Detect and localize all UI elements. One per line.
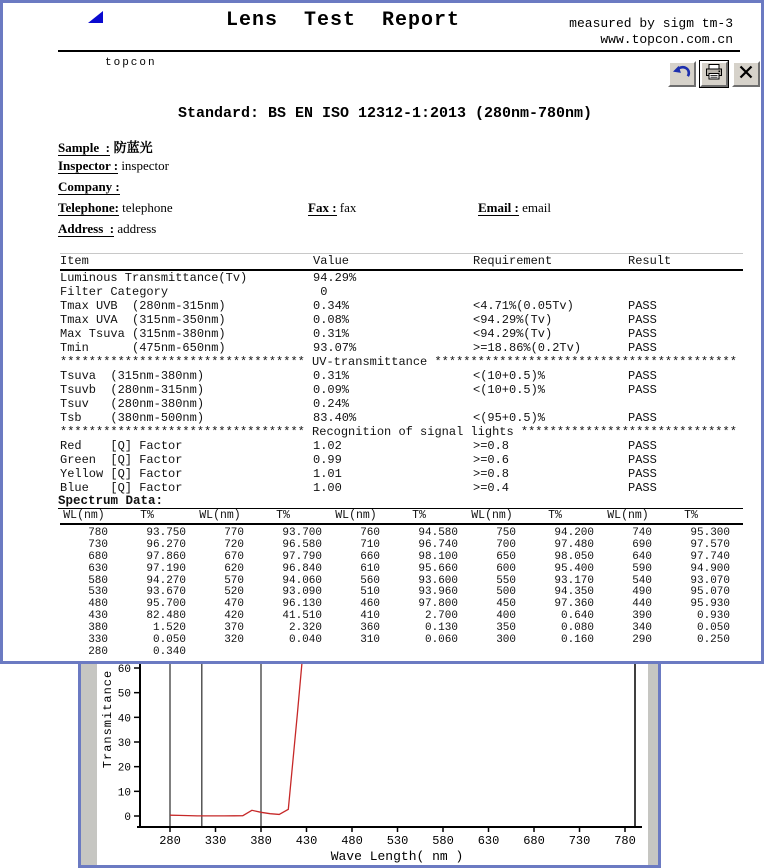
svg-text:680: 680 — [523, 834, 545, 848]
wl-cell: 480 — [88, 598, 108, 611]
table-row — [60, 299, 743, 313]
wl-cell: 610 — [360, 562, 380, 575]
spectrum-col-header: T% — [140, 509, 154, 522]
cell-result: PASS — [628, 439, 657, 453]
wl-cell — [604, 647, 652, 659]
wl-cell: 420 — [224, 610, 244, 623]
fax-value: fax — [336, 200, 357, 215]
cell-value: 0.34% — [313, 299, 350, 313]
cell-result — [628, 397, 743, 411]
t-cell: 93.170 — [554, 574, 594, 587]
email-label: Email : — [478, 200, 519, 215]
wl-cell: 380 — [88, 622, 108, 635]
wl-cell: 440 — [632, 598, 652, 611]
spectrum-col-header: WL(nm) — [63, 509, 105, 522]
cell-result: PASS — [628, 299, 657, 313]
cell-item: Tsuvb (280nm-315nm) — [60, 383, 205, 397]
svg-text:40: 40 — [117, 713, 131, 726]
printer-icon — [704, 63, 724, 86]
cell-req: <(10+0.5)% — [473, 369, 546, 383]
t-cell — [652, 647, 730, 659]
wl-cell — [468, 647, 516, 659]
wl-cell: 750 — [496, 527, 516, 539]
wl-cell: 310 — [360, 634, 380, 647]
wl-cell: 690 — [632, 538, 652, 551]
wl-cell: 500 — [496, 586, 516, 599]
t-cell: 82.480 — [146, 610, 186, 623]
results-table — [60, 253, 743, 495]
t-cell: 94.200 — [554, 527, 594, 539]
cell-value: 0.09% — [313, 383, 350, 397]
t-cell: 94.900 — [690, 562, 730, 575]
cell-result: PASS — [628, 341, 657, 355]
t-cell — [380, 647, 458, 659]
cell-item: Red [Q] Factor — [60, 439, 183, 453]
wl-cell: 730 — [88, 538, 108, 551]
measured-by-text: measured by sigm tm-3 — [569, 16, 733, 31]
t-cell: 0.640 — [560, 610, 594, 623]
spectrum-col-header: T% — [684, 509, 698, 522]
table-row — [60, 271, 743, 285]
wl-cell: 340 — [632, 622, 652, 635]
wl-cell: 760 — [360, 527, 380, 539]
t-cell: 97.790 — [282, 550, 322, 563]
spectrum-col-header: WL(nm) — [607, 509, 649, 522]
website-text: www.topcon.com.cn — [600, 32, 733, 47]
wl-cell: 430 — [88, 610, 108, 623]
spectrum-col-header: T% — [276, 509, 290, 522]
wl-cell: 280 — [88, 645, 108, 658]
inspector-value: inspector — [118, 158, 169, 173]
col-header-requirement: Requirement — [473, 254, 553, 268]
t-cell: 95.070 — [690, 586, 730, 599]
wl-cell: 360 — [360, 622, 380, 635]
cell-result: PASS — [628, 327, 657, 341]
cell-req: >=18.86%(0.2Tv) — [473, 341, 582, 355]
wl-cell: 450 — [496, 598, 516, 611]
t-cell: 1.520 — [152, 622, 186, 635]
wl-cell: 400 — [496, 610, 516, 623]
telephone-label: Telephone: — [58, 200, 119, 215]
page-title: Lens Test Report — [225, 9, 461, 32]
wl-cell: 520 — [224, 586, 244, 599]
cell-result: PASS — [628, 411, 657, 425]
t-cell: 96.130 — [282, 598, 322, 611]
wl-cell: 570 — [224, 574, 244, 587]
t-cell: 96.740 — [418, 538, 458, 551]
cell-value: 93.07% — [313, 341, 357, 355]
cell-req: >=0.8 — [473, 439, 510, 453]
wl-cell: 300 — [496, 634, 516, 647]
sample-label: Sample : — [58, 140, 110, 155]
fax-label: Fax : — [308, 200, 337, 215]
t-cell: 0.080 — [560, 622, 594, 635]
wl-cell: 350 — [496, 622, 516, 635]
cell-value: 0 — [313, 285, 328, 299]
table-row — [60, 411, 743, 425]
t-cell: 94.350 — [554, 586, 594, 599]
undo-button[interactable] — [668, 61, 696, 87]
wl-cell: 630 — [88, 562, 108, 575]
wl-cell: 650 — [496, 550, 516, 563]
t-cell: 41.510 — [282, 610, 322, 623]
spectrum-table-header — [60, 509, 743, 523]
t-cell: 95.930 — [690, 598, 730, 611]
measured-by-block — [569, 16, 733, 48]
cell-req: >=0.8 — [473, 467, 510, 481]
cell-item: Blue [Q] Factor — [60, 481, 183, 495]
wl-cell: 590 — [632, 562, 652, 575]
cell-item: Tmax UVB (280nm-315nm) — [60, 299, 226, 313]
cell-value: 0.08% — [313, 313, 350, 327]
wl-cell: 390 — [632, 610, 652, 623]
wl-cell: 490 — [632, 586, 652, 599]
table-row — [60, 369, 743, 383]
wl-cell: 470 — [224, 598, 244, 611]
spectrum-row — [60, 564, 743, 576]
cell-result: PASS — [628, 369, 657, 383]
cell-item: Luminous Transmittance(Tv) — [60, 271, 248, 285]
svg-text:730: 730 — [568, 834, 591, 848]
t-cell: 0.340 — [152, 645, 186, 658]
table-row — [60, 397, 743, 411]
t-cell: 0.060 — [424, 634, 458, 647]
close-icon — [738, 64, 754, 85]
table-row — [60, 481, 743, 495]
svg-text:0: 0 — [124, 812, 131, 824]
undo-icon — [672, 63, 692, 86]
t-cell: 97.360 — [554, 598, 594, 611]
cell-item: Tsuva (315nm-380nm) — [60, 369, 205, 383]
svg-text:330: 330 — [204, 834, 227, 848]
spectrum-chart-window — [78, 658, 661, 868]
t-cell: 0.050 — [696, 622, 730, 635]
cell-item: Tsuv (280nm-380nm) — [60, 397, 205, 411]
header-divider — [58, 50, 740, 52]
cell-value: 0.31% — [313, 369, 350, 383]
t-cell: 96.580 — [282, 538, 322, 551]
cell-result: PASS — [628, 453, 657, 467]
t-cell: 94.270 — [146, 574, 186, 587]
wl-cell: 530 — [88, 586, 108, 599]
wl-cell: 640 — [632, 550, 652, 563]
cell-result: PASS — [628, 383, 657, 397]
t-cell: 93.750 — [146, 527, 186, 539]
svg-text:530: 530 — [386, 834, 409, 848]
t-cell: 97.480 — [554, 538, 594, 551]
wl-cell: 710 — [360, 538, 380, 551]
t-cell: 96.270 — [146, 538, 186, 551]
table-row — [60, 453, 743, 467]
spectrum-col-header: WL(nm) — [471, 509, 513, 522]
table-row — [60, 383, 743, 397]
cell-req: <4.71%(0.05Tv) — [473, 299, 574, 313]
spectrum-chart — [97, 661, 648, 865]
svg-text:480: 480 — [341, 834, 363, 848]
spectrum-row — [60, 540, 743, 552]
cell-req: >=0.4 — [473, 481, 510, 495]
inspector-label: Inspector : — [58, 158, 119, 173]
t-cell: 0.040 — [288, 634, 322, 647]
cell-value: 1.02 — [313, 439, 342, 453]
cell-result: PASS — [628, 467, 657, 481]
wl-cell: 540 — [632, 574, 652, 587]
table-row — [60, 439, 743, 453]
wl-cell: 680 — [88, 550, 108, 563]
spectrum-row — [60, 647, 743, 659]
wl-cell: 700 — [496, 538, 516, 551]
svg-text:50: 50 — [117, 688, 131, 701]
t-cell: 98.100 — [418, 550, 458, 563]
cell-item: Tsb (380nm-500nm) — [60, 411, 205, 425]
wl-cell: 580 — [88, 574, 108, 587]
cell-req: <94.29%(Tv) — [473, 313, 553, 327]
wl-cell: 330 — [88, 634, 108, 647]
t-cell: 0.050 — [152, 634, 186, 647]
table-row — [60, 285, 743, 299]
wl-cell: 510 — [360, 586, 380, 599]
t-cell: 0.250 — [696, 634, 730, 647]
cell-item: Tmin (475nm-650nm) — [60, 341, 226, 355]
svg-text:580: 580 — [432, 834, 454, 848]
cell-value: 0.99 — [313, 453, 342, 467]
cell-item: Green [Q] Factor — [60, 453, 183, 467]
svg-text:10: 10 — [117, 787, 131, 800]
cell-item: Filter Category — [60, 285, 169, 299]
spectrum-col-header: T% — [412, 509, 426, 522]
cell-value: 94.29% — [313, 271, 357, 285]
results-table-body — [60, 271, 743, 495]
cell-result — [628, 271, 743, 285]
cell-item: Max Tsuva (315nm-380nm) — [60, 327, 226, 341]
t-cell: 95.400 — [554, 562, 594, 575]
cell-req — [473, 397, 628, 411]
t-cell: 93.960 — [418, 586, 458, 599]
t-cell — [516, 647, 594, 659]
t-cell: 95.700 — [146, 598, 186, 611]
t-cell — [244, 647, 322, 659]
t-cell: 93.070 — [690, 574, 730, 587]
svg-text:Wave Length( nm ): Wave Length( nm ) — [330, 849, 464, 864]
separator-row: ********************************** Recognition of signal lights ****************************** — [60, 425, 737, 439]
t-cell: 94.580 — [418, 527, 458, 539]
cell-item: Tmax UVA (315nm-350nm) — [60, 313, 226, 327]
wl-cell: 720 — [224, 538, 244, 551]
svg-text:20: 20 — [117, 762, 131, 775]
sample-value: 防蓝光 — [110, 140, 153, 155]
results-table-header — [60, 253, 743, 268]
telephone-value: telephone — [118, 200, 173, 215]
email-value: email — [518, 200, 551, 215]
table-row — [60, 327, 743, 341]
svg-text:780: 780 — [614, 834, 636, 848]
wl-cell: 770 — [224, 527, 244, 539]
cell-req — [473, 285, 628, 299]
svg-text:380: 380 — [250, 834, 272, 848]
t-cell: 95.660 — [418, 562, 458, 575]
svg-text:Transmitance: Transmitance — [101, 669, 115, 769]
spectrum-table-body — [60, 528, 743, 659]
wl-cell — [196, 647, 244, 659]
wl-cell — [332, 647, 380, 659]
svg-text:630: 630 — [477, 834, 500, 848]
spectrum-label-row — [58, 494, 743, 509]
wl-cell: 620 — [224, 562, 244, 575]
wl-cell: 290 — [632, 634, 652, 647]
wl-cell: 320 — [224, 634, 244, 647]
spectrum-header-rule — [60, 523, 743, 525]
t-cell: 2.320 — [288, 622, 322, 635]
company-label: Company : — [58, 179, 120, 194]
t-cell: 97.800 — [418, 598, 458, 611]
svg-text:430: 430 — [295, 834, 318, 848]
svg-text:30: 30 — [117, 737, 131, 750]
cell-result: PASS — [628, 481, 657, 495]
spectrum-row — [60, 552, 743, 564]
svg-text:60: 60 — [117, 663, 131, 676]
spectrum-col-header: WL(nm) — [199, 509, 241, 522]
col-header-item: Item — [60, 254, 89, 268]
cell-item: Yellow [Q] Factor — [60, 467, 183, 481]
t-cell: 93.670 — [146, 586, 186, 599]
t-cell: 0.160 — [560, 634, 594, 647]
wl-cell: 660 — [360, 550, 380, 563]
t-cell: 0.930 — [696, 610, 730, 623]
t-cell: 97.860 — [146, 550, 186, 563]
col-header-result: Result — [628, 254, 672, 268]
cell-value: 0.24% — [313, 397, 350, 411]
topcon-logo-icon — [88, 10, 104, 29]
spectrum-col-header: T% — [548, 509, 562, 522]
table-row — [60, 341, 743, 355]
spectrum-data-label: Spectrum Data: — [58, 494, 164, 508]
cell-value: 83.40% — [313, 411, 357, 425]
wl-cell: 410 — [360, 610, 380, 623]
t-cell: 2.700 — [424, 610, 458, 623]
t-cell: 96.840 — [282, 562, 322, 575]
cell-value: 1.01 — [313, 467, 342, 481]
company-value — [120, 179, 123, 194]
t-cell: 98.050 — [554, 550, 594, 563]
wl-cell: 740 — [632, 527, 652, 539]
cell-result — [628, 285, 743, 299]
cell-req: <(10+0.5)% — [473, 383, 546, 397]
cell-req: <94.29%(Tv) — [473, 327, 553, 341]
table-row — [60, 313, 743, 327]
chart-plot-surface — [97, 661, 648, 865]
cell-result: PASS — [628, 313, 657, 327]
t-cell: 94.060 — [282, 574, 322, 587]
svg-text:280: 280 — [159, 834, 181, 848]
t-cell: 97.570 — [690, 538, 730, 551]
t-cell: 97.740 — [690, 550, 730, 563]
cell-value: 1.00 — [313, 481, 342, 495]
t-cell: 93.090 — [282, 586, 322, 599]
print-button[interactable] — [700, 61, 728, 87]
cell-value: 0.31% — [313, 327, 350, 341]
spectrum-table — [60, 509, 743, 659]
cell-req: <(95+0.5)% — [473, 411, 546, 425]
t-cell: 97.190 — [146, 562, 186, 575]
standard-title: Standard: BS EN ISO 12312-1:2013 (280nm-780nm) — [177, 105, 593, 122]
close-button[interactable] — [732, 61, 760, 87]
col-header-value: Value — [313, 254, 350, 268]
cell-req — [473, 271, 628, 285]
table-row — [60, 467, 743, 481]
wl-cell: 780 — [88, 527, 108, 539]
t-cell: 95.300 — [690, 527, 730, 539]
wl-cell: 560 — [360, 574, 380, 587]
wl-cell: 670 — [224, 550, 244, 563]
wl-cell: 550 — [496, 574, 516, 587]
t-cell: 0.130 — [424, 622, 458, 635]
wl-cell: 460 — [360, 598, 380, 611]
brand-text: topcon — [105, 57, 157, 69]
wl-cell: 370 — [224, 622, 244, 635]
separator-row: ********************************** UV-transmittance ****************************************** — [60, 355, 737, 369]
cell-req: >=0.6 — [473, 453, 510, 467]
t-cell: 93.700 — [282, 527, 322, 539]
address-value: address — [114, 221, 157, 236]
address-label: Address : — [58, 221, 115, 236]
wl-cell: 600 — [496, 562, 516, 575]
t-cell: 93.600 — [418, 574, 458, 587]
spectrum-col-header: WL(nm) — [335, 509, 377, 522]
